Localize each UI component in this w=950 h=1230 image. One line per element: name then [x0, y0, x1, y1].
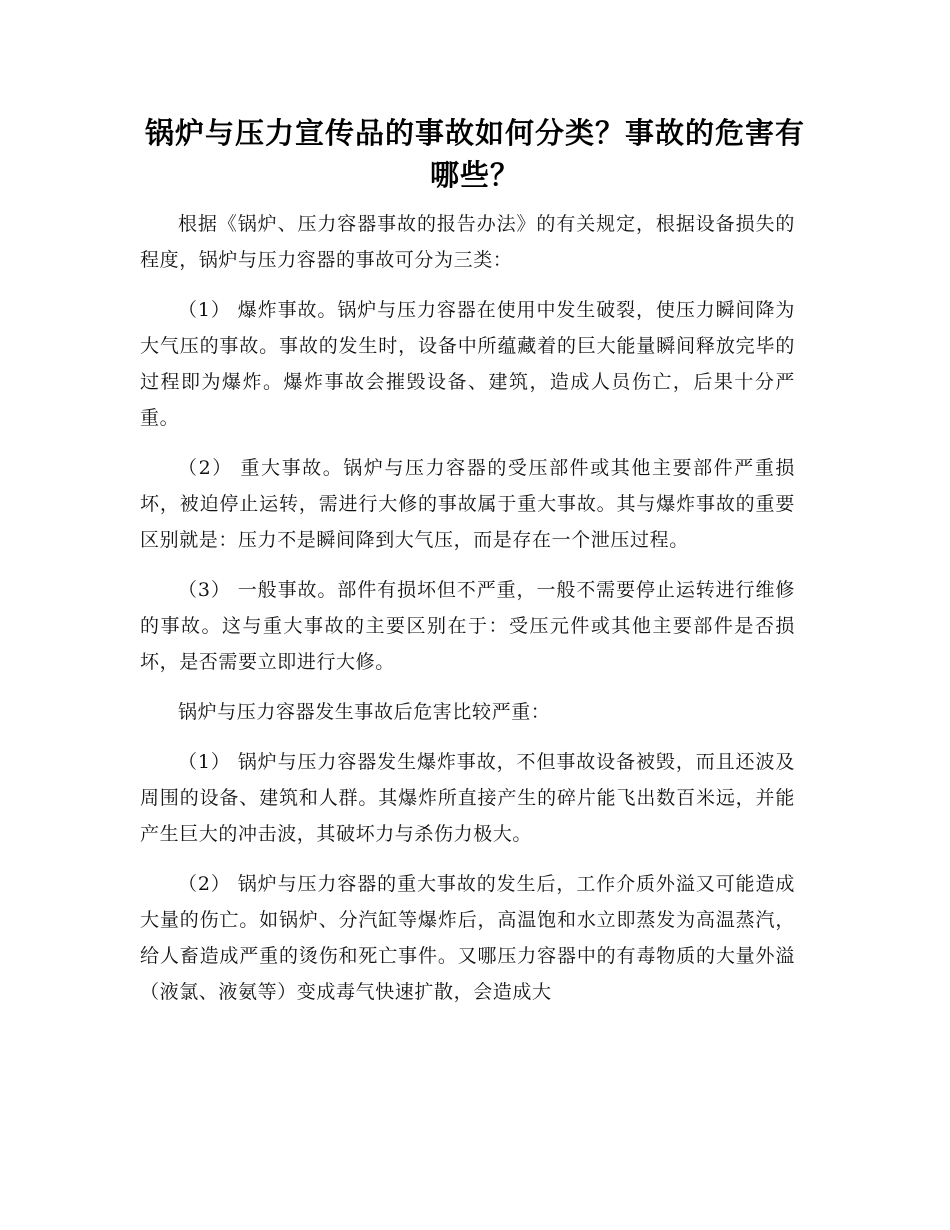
intro-paragraph: 根据《锅炉、压力容器事故的报告办法》的有关规定，根据设备损失的程度，锅炉与压力容器的事故可分为三类：: [140, 213, 795, 271]
explosion-accident-paragraph: （1） 爆炸事故。锅炉与压力容器在使用中发生破裂，使压力瞬间降为大气压的事故。事故的发生时，设备中所蕴藏着的巨大能量瞬间释放完毕的过程即为爆炸。爆炸事故会摧毁设备、建筑，造成人员伤亡，后果十分严重。: [140, 299, 795, 429]
hazard-item-1-paragraph: （1） 锅炉与压力容器发生爆炸事故，不但事故设备被毁，而且还波及周围的设备、建筑和人群。其爆炸所直接产生的碎片能飞出数百米远，并能产生巨大的冲击波，其破坏力与杀伤力极大。: [140, 751, 795, 845]
document-body: [140, 206, 795, 1024]
hazard-item-2-paragraph: （2） 锅炉与压力容器的重大事故的发生后，工作介质外溢又可能造成大量的伤亡。如锅炉、分汽缸等爆炸后，高温饱和水立即蒸发为高温蒸汽，给人畜造成严重的烫伤和死亡事件。又哪压力容器中的有毒物质的大量外溢（液氯、液氨等）变成毒气快速扩散，会造成大: [140, 873, 795, 1003]
document-title: 锅炉与压力宣传品的事故如何分类？事故的危害有哪些？: [144, 116, 805, 192]
general-accident-paragraph: （3） 一般事故。部件有损坏但不严重，一般不需要停止运转进行维修的事故。这与重大事故的主要区别在于：受压元件或其他主要部件是否损坏，是否需要立即进行大修。: [140, 579, 795, 673]
major-accident-paragraph: （2） 重大事故。锅炉与压力容器的受压部件或其他主要部件严重损坏，被迫停止运转，需进行大修的事故属于重大事故。其与爆炸事故的重要区别就是：压力不是瞬间降到大气压，而是存在一个泄压过程。: [140, 457, 795, 551]
hazard-intro-paragraph: 锅炉与压力容器发生事故后危害比较严重：: [178, 701, 551, 723]
